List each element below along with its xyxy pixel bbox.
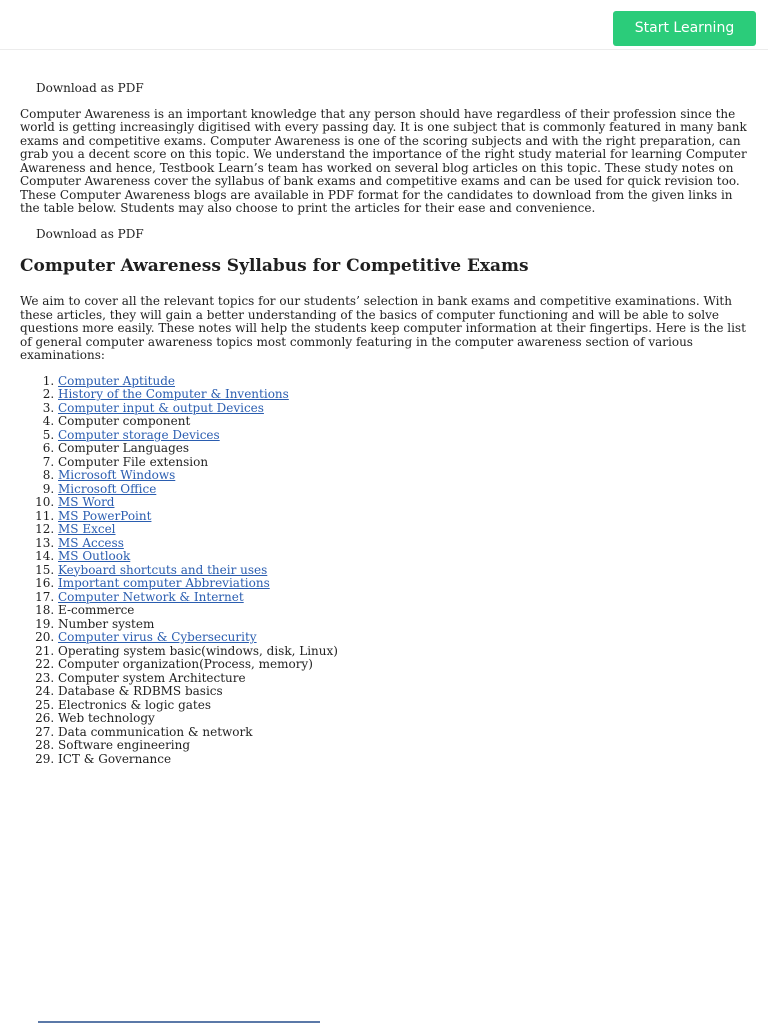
list-item[interactable]	[58, 496, 750, 510]
topic-label: Computer organization(Process, memory)	[58, 657, 313, 671]
topic-link[interactable]: MS Excel	[58, 522, 116, 536]
section-paragraph: We aim to cover all the relevant topics for our students’ selection in bank exams and competitive examinations. With these articles, they will gain a better understanding of the basics of computer functioning and will be able to solve questions more easily. These notes will help the students keep computer information at their fingertips. Here is the list of general computer awareness topics most commonly featuring in the computer awareness section of various examinations:	[20, 294, 746, 362]
topic-link[interactable]: Microsoft Windows	[58, 468, 176, 482]
topic-label: E-commerce	[58, 603, 135, 617]
list-item	[58, 456, 750, 470]
list-item[interactable]	[58, 429, 750, 443]
topic-list	[20, 375, 750, 767]
list-item[interactable]	[58, 402, 750, 416]
topic-label: Computer Languages	[58, 441, 190, 455]
list-item	[58, 604, 750, 618]
top-bar	[0, 0, 768, 50]
list-item[interactable]	[58, 564, 750, 578]
list-item	[58, 415, 750, 429]
topic-link[interactable]: Microsoft Office	[58, 481, 157, 496]
topic-label: Operating system basic(windows, disk, Linux)	[58, 643, 338, 658]
topic-label: Computer File extension	[58, 454, 209, 469]
topic-link[interactable]: Computer virus & Cybersecurity	[58, 630, 257, 644]
intro-paragraph: Computer Awareness is an important knowledge that any person should have regardless of their profession since the world is getting increasingly digitised with every passing day. It is one subject that is commonly featured in many bank exams and competitive exams. Computer Awareness is one of the scoring subjects and with the right preparation, can grab you a decent score on this topic. We understand the importance of the right study material for learning Computer Awareness and hence, Testbook Learn’s team has worked on several blog articles on this topic. These study notes on Computer Awareness cover the syllabus of bank exams and competitive exams and can be used for quick revision too. These Computer Awareness blogs are available in PDF format for the candidates to download from the given links in the table below. Students may also choose to print the articles for their ease and convenience.	[20, 106, 747, 215]
list-item[interactable]	[58, 591, 750, 605]
download-pdf-link[interactable]: Download as PDF	[36, 226, 144, 241]
list-item[interactable]	[58, 631, 750, 645]
article-content	[20, 82, 750, 766]
topic-link[interactable]: Computer Network & Internet	[58, 589, 244, 604]
list-item	[58, 699, 750, 713]
list-item[interactable]	[58, 537, 750, 551]
topic-label: Electronics & logic gates	[58, 697, 211, 712]
topic-label: Web technology	[58, 711, 155, 725]
topic-label: Computer component	[58, 414, 191, 428]
topic-label: Number system	[58, 616, 155, 631]
topic-link[interactable]: History of the Computer & Inventions	[58, 387, 289, 401]
topic-label: Data communication & network	[58, 724, 253, 739]
list-item[interactable]	[58, 388, 750, 402]
topic-label: ICT & Governance	[58, 751, 172, 766]
list-item[interactable]	[58, 523, 750, 537]
section-heading: Computer Awareness Syllabus for Competitive Exams	[20, 256, 529, 276]
topic-link[interactable]: Computer storage Devices	[58, 427, 220, 442]
divider	[38, 1021, 320, 1023]
list-item	[58, 753, 750, 767]
list-item	[58, 672, 750, 686]
topic-link[interactable]: Keyboard shortcuts and their uses	[58, 562, 268, 577]
topic-link[interactable]: Computer Aptitude	[58, 373, 176, 388]
topic-label: Computer system Architecture	[58, 670, 246, 685]
start-learning-button[interactable]: Start Learning	[613, 11, 756, 46]
list-item[interactable]	[58, 469, 750, 483]
topic-label: Software engineering	[58, 738, 191, 752]
list-item[interactable]	[58, 510, 750, 524]
topic-link[interactable]: MS Access	[58, 535, 124, 550]
list-item	[58, 645, 750, 659]
list-item	[58, 658, 750, 672]
list-item	[58, 712, 750, 726]
list-item	[58, 726, 750, 740]
list-item	[58, 685, 750, 699]
list-item	[58, 739, 750, 753]
list-item	[58, 618, 750, 632]
topic-link[interactable]: MS Word	[58, 495, 115, 509]
list-item	[58, 442, 750, 456]
topic-label: Database & RDBMS basics	[58, 684, 223, 698]
download-pdf-link[interactable]: Download as PDF	[36, 81, 144, 95]
list-item[interactable]	[58, 483, 750, 497]
list-item[interactable]	[58, 375, 750, 389]
topic-link[interactable]: MS Outlook	[58, 549, 131, 563]
topic-link[interactable]: Important computer Abbreviations	[58, 576, 270, 590]
topic-link[interactable]: Computer input & output Devices	[58, 400, 264, 415]
list-item[interactable]	[58, 550, 750, 564]
topic-link[interactable]: MS PowerPoint	[58, 508, 152, 523]
list-item[interactable]	[58, 577, 750, 591]
